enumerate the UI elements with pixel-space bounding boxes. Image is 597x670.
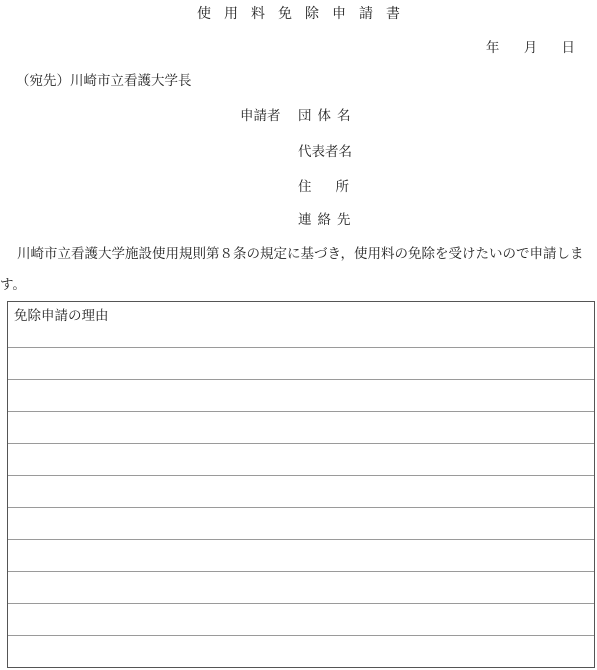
writing-line <box>8 603 594 604</box>
reason-box <box>7 301 595 668</box>
writing-line <box>8 411 594 412</box>
writing-line <box>8 635 594 636</box>
applicant-label: 申請者 <box>240 108 281 124</box>
contact-label: 連絡先 <box>298 212 357 228</box>
group-name-label: 団体名 <box>298 108 357 124</box>
reason-heading: 免除申請の理由 <box>14 308 109 324</box>
address-label: 住所 <box>298 179 373 195</box>
writing-line <box>8 347 594 348</box>
representative-label: 代表者名 <box>298 144 352 160</box>
writing-line <box>8 539 594 540</box>
addressee: （宛先）川崎市立看護大学長 <box>16 73 192 89</box>
writing-line <box>8 379 594 380</box>
page-title: 使用料免除申請書 <box>197 6 413 22</box>
writing-line <box>8 571 594 572</box>
request-statement: 川崎市立看護大学施設使用規則第８条の規定に基づき，使用料の免除を受けたいので申請します。 <box>0 246 584 293</box>
writing-line <box>8 443 594 444</box>
date-line: 年 月 日 <box>485 40 575 56</box>
writing-line <box>8 507 594 508</box>
writing-line <box>8 475 594 476</box>
